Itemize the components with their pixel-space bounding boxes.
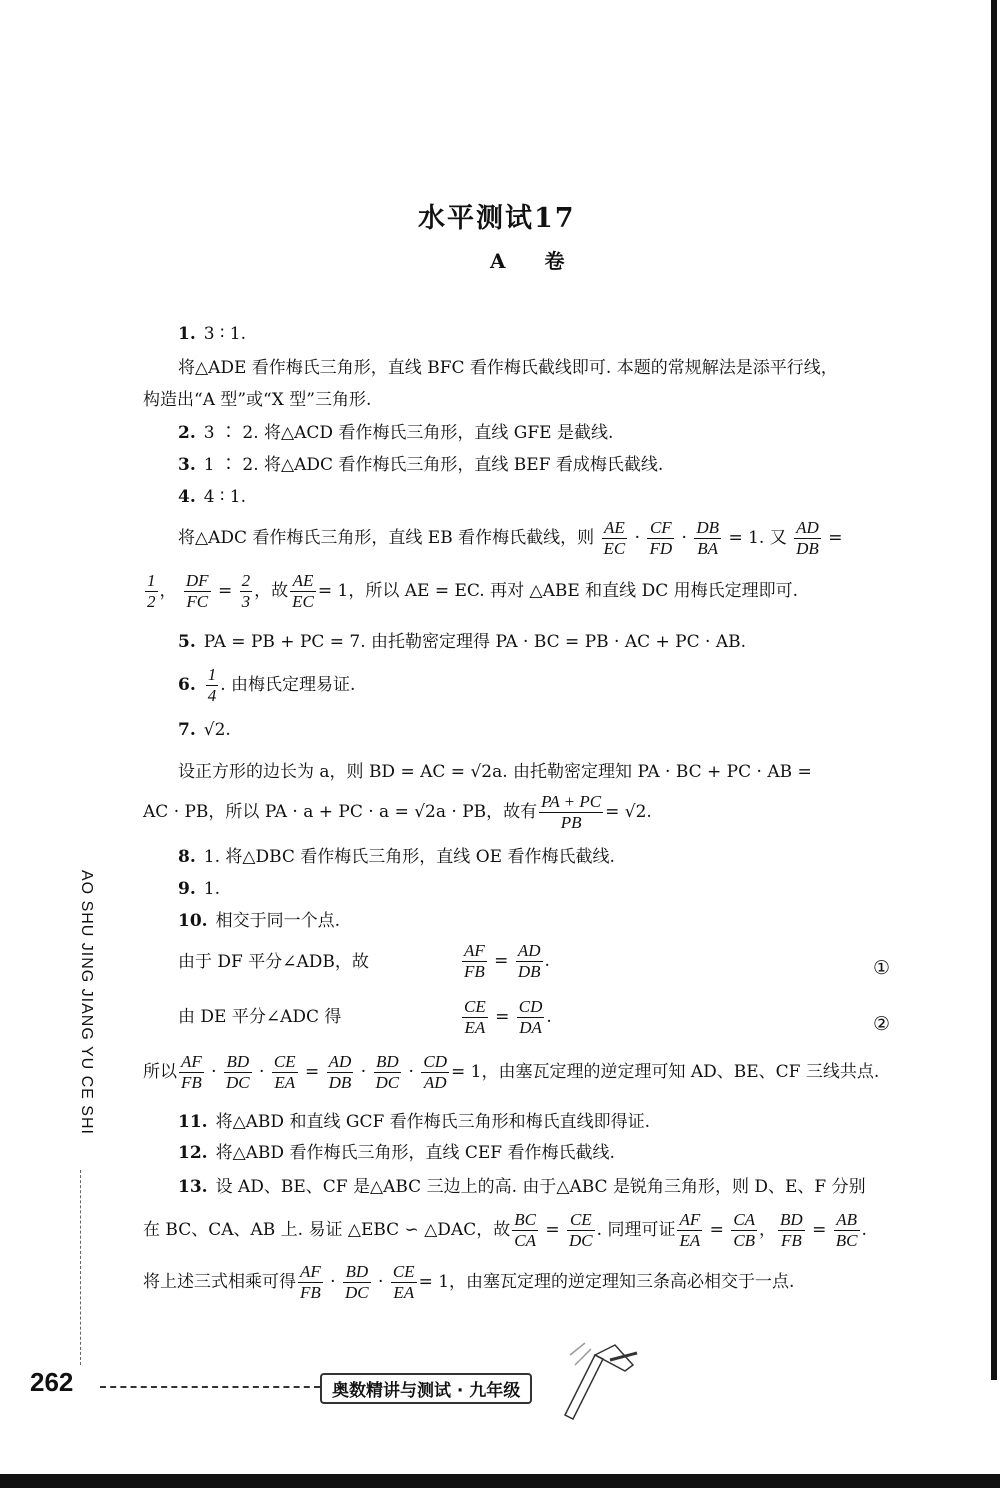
page-title: 水平测试17 — [418, 203, 576, 234]
page-number: 262 — [30, 1367, 74, 1397]
drawing-tools-icon — [555, 1335, 645, 1425]
item-10-line-1: 由于 DF 平分∠ADB，故 — [178, 952, 369, 972]
item-4-line-1: 将△ADC 看作梅氏三角形，直线 EB 看作梅氏截线，则 $\frac{AE}{EC}$ · $\frac{CF}{FD}$ · $\frac{DB}{BA}$ = 1. 又 $\frac{AD}{DB}$ = — [178, 518, 843, 558]
item-1-head: 1. 3 ∶ 1. — [178, 324, 247, 344]
item-3: 3. 1 ∶ 2. 将△ADC 看作梅氏三角形，直线 BEF 看成梅氏截线. — [178, 455, 664, 475]
item-4-head: 4. 4 ∶ 1. — [178, 487, 247, 507]
item-5: 5. PA = PB + PC = 7. 由托勒密定理得 PA · BC = PB · AC + PC · AB. — [178, 632, 747, 652]
page-edge-bottom — [0, 1474, 1000, 1488]
item-7-line-2: AC · PB，所以 PA · a + PC · a = √2a · PB，故有 $\frac{PA + PC}{PB}$ = √2. — [143, 792, 652, 832]
page-edge-right — [991, 0, 997, 1380]
footer-dashed-line — [100, 1386, 320, 1388]
item-10-line-2: 由 DE 平分∠ADC 得 — [178, 1007, 342, 1027]
item-1-line-1: 将△ADE 看作梅氏三角形，直线 BFC 看作梅氏截线即可. 本题的常规解法是添平行线， — [178, 358, 838, 378]
item-10-head: 10. 相交于同一个点. — [178, 911, 340, 931]
footer-book-title: 奥数精讲与测试 · 九年级 — [320, 1373, 532, 1404]
item-4-line-2: $\frac{1}{2}$ ， $\frac{DF}{FC}$ = $\frac{2}{3}$ ，故 $\frac{AE}{EC}$ = 1，所以 AE = EC. 再对 △ABE 和直线 DC 用梅氏定理即可. — [147, 571, 799, 611]
item-7-head: 7. √2. — [178, 720, 231, 740]
item-6: 6. $\frac{1}{4}$ . 由梅氏定理易证. — [178, 665, 356, 705]
item-13-line-2: 在 BC、CA、AB 上. 易证 △EBC ∽ △DAC，故 $\frac{BC}{CA}$ = $\frac{CE}{DC}$ . 同理可证 $\frac{AF}{EA}$ = $\frac{CA}{CB}$ ， $\frac{BD}{FB}$ = $\frac{AB}{BC}$ . — [143, 1210, 867, 1250]
item-11: 11. 将△ABD 和直线 GCF 看作梅氏三角形和梅氏直线即得证. — [178, 1112, 651, 1132]
marker-1: ① — [873, 957, 891, 979]
item-2: 2. 3 ∶ 2. 将△ACD 看作梅氏三角形，直线 GFE 是截线. — [178, 423, 614, 443]
item-7-line-1: 设正方形的边长为 a，则 BD = AC = √2a. 由托勒密定理知 PA · BC + PC · AB = — [178, 762, 812, 782]
item-8: 8. 1. 将△DBC 看作梅氏三角形，直线 OE 看作梅氏截线. — [178, 847, 615, 867]
item-10-line-3: 所以 $\frac{AF}{FB}$ · $\frac{BD}{DC}$ · $\frac{CE}{EA}$ = $\frac{AD}{DB}$ · $\frac{BD}{DC}$ · $\frac{CD}{AD}$ = 1，由塞瓦定理的逆定理可知 AD、BE、CF 三线共点. — [143, 1052, 880, 1092]
item-1-line-2: 构造出“A 型”或“X 型”三角形. — [143, 390, 372, 410]
side-running-title: AO SHU JING JIANG YU CE SHI — [78, 870, 95, 1135]
marker-2: ② — [873, 1013, 891, 1035]
item-12: 12. 将△ABD 看作梅氏三角形，直线 CEF 看作梅氏截线. — [178, 1143, 615, 1163]
item-13-line-1: 13. 设 AD、BE、CF 是△ABC 三边上的高. 由于△ABC 是锐角三角形，则 D、E、F 分别 — [178, 1177, 866, 1197]
item-10-eq-1: $\frac{AF}{FB}$ = $\frac{AD}{DB}$ . — [464, 941, 550, 981]
item-10-eq-2: $\frac{CE}{EA}$ = $\frac{CD}{DA}$ . — [464, 997, 552, 1037]
side-dashed-line — [80, 1170, 81, 1365]
section-heading: A 卷 — [490, 249, 581, 273]
item-13-line-3: 将上述三式相乘可得 $\frac{AF}{FB}$ · $\frac{BD}{DC}$ · $\frac{CE}{EA}$ = 1，由塞瓦定理的逆定理知三条高必相交于一点. — [143, 1262, 795, 1302]
item-9: 9. 1. — [178, 879, 220, 899]
